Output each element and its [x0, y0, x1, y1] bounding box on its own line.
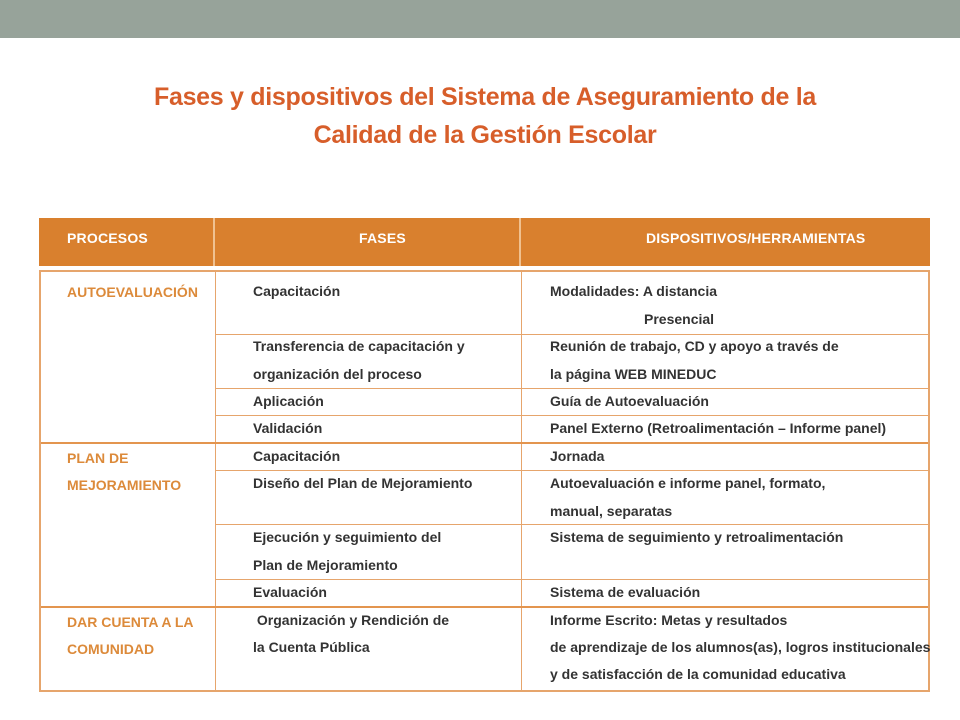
group-divider [41, 442, 928, 444]
dispositivo-cell: Sistema de evaluación [550, 584, 701, 600]
dispositivo-cell: Informe Escrito: Metas y resultados [550, 612, 788, 628]
dispositivo-cell: Sistema de seguimiento y retroalimentación [550, 529, 844, 545]
proceso-dar-cuenta [67, 609, 194, 663]
fase-cell: Evaluación [253, 584, 327, 600]
dispositivo-cell: la página WEB MINEDUC [550, 366, 717, 382]
header-dispositivos: DISPOSITIVOS/HERRAMIENTAS [646, 230, 866, 246]
phases-table [39, 218, 930, 692]
fase-cell: Transferencia de capacitación y [253, 338, 465, 354]
header-procesos: PROCESOS [67, 230, 148, 246]
slide-title-line-1: Fases y dispositivos del Sistema de Aseguramiento de la [154, 83, 816, 111]
header-separator [519, 218, 521, 266]
proceso-autoevaluacion [67, 279, 198, 306]
fase-cell: organización del proceso [253, 366, 422, 382]
fase-cell: Validación [253, 420, 323, 436]
group-divider [41, 606, 928, 608]
fase-cell: la Cuenta Pública [253, 639, 370, 655]
fase-cell: Diseño del Plan de Mejoramiento [253, 475, 473, 491]
row-divider [215, 415, 928, 416]
proceso-plan-mejoramiento [67, 445, 181, 499]
dispositivo-cell: de aprendizaje de los alumnos(as), logros institucionales [550, 639, 931, 655]
proceso-line: COMUNIDAD [67, 641, 155, 657]
header-separator [213, 218, 215, 266]
row-divider [215, 470, 928, 471]
dispositivo-cell: Guía de Autoevaluación [550, 393, 709, 409]
header-fases: FASES [359, 230, 406, 246]
row-divider [215, 579, 928, 580]
proceso-line: DAR CUENTA A LA [67, 614, 194, 630]
fase-cell: Capacitación [253, 283, 341, 299]
proceso-line: PLAN DE [67, 450, 129, 466]
fase-cell: Plan de Mejoramiento [253, 557, 398, 573]
dispositivo-cell: Presencial [644, 311, 715, 327]
fase-cell: Capacitación [253, 448, 341, 464]
row-divider [215, 388, 928, 389]
dispositivo-cell: Jornada [550, 448, 605, 464]
row-divider [215, 524, 928, 525]
table-header-row [39, 218, 930, 266]
top-accent-bar [0, 0, 960, 38]
table-body [39, 270, 930, 692]
slide-title-line-2: Calidad de la Gestión Escolar [313, 121, 657, 149]
fase-cell: Organización y Rendición de [253, 612, 450, 628]
proceso-line: MEJORAMIENTO [67, 477, 182, 493]
dispositivo-cell: Reunión de trabajo, CD y apoyo a través de [550, 338, 839, 354]
fase-cell: Ejecución y seguimiento del [253, 529, 442, 545]
fase-cell: Aplicación [253, 393, 324, 409]
slide-title [40, 78, 930, 154]
dispositivo-cell: Modalidades: A distancia [550, 283, 717, 299]
dispositivo-cell: manual, separatas [550, 503, 673, 519]
dispositivo-cell: Panel Externo (Retroalimentación – Informe panel) [550, 420, 887, 436]
row-divider [215, 334, 928, 335]
proceso-line: AUTOEVALUACIÓN [67, 284, 198, 300]
dispositivo-cell: Autoevaluación e informe panel, formato, [550, 475, 826, 491]
dispositivo-cell: y de satisfacción de la comunidad educativa [550, 666, 846, 682]
